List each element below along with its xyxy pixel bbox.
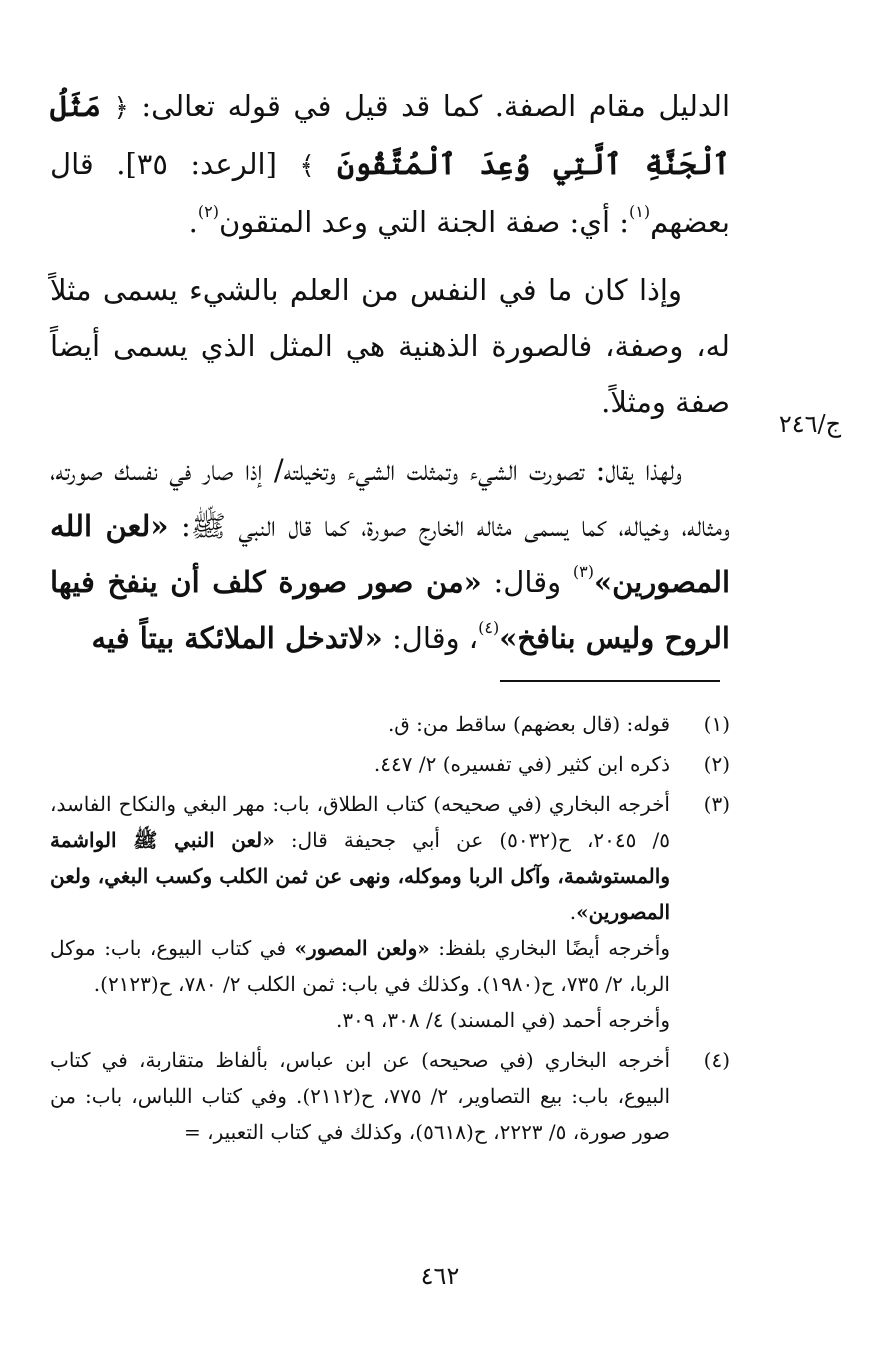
footnote-ref-3[interactable]: (٣) [572, 562, 594, 582]
footnote-number: (١) [703, 712, 730, 736]
hadith-quote-2: «من صور صورة كلف أن ينفخ فيها الروح وليس بنافخ» [50, 565, 730, 655]
quran-verse: مَثَلُ ٱلْجَنَّةِ ٱلَّتِي وُعِدَ ٱلْمُتَّقُونَ [50, 89, 731, 181]
fn3-text-a: أخرجه البخاري (في صحيحه) كتاب الطلاق، باب: مهر البغي والنكاح الفاسد، ٥/ ٢٠٤٥، ح(٥٠٣٢) عن أبي جحيفة قال: [50, 792, 670, 852]
paragraph-3 [50, 442, 730, 666]
fn3-hadith-text: «لعن النبي ﷺ الواشمة والمستوشمة، وآكل الربا وموكله، ونهى عن ثمن الكلب وكسب البغي، ولعن المصورين» [50, 828, 670, 924]
footnote-3-para-1 [50, 786, 670, 930]
p1-text-d: . [188, 205, 198, 239]
fn3-quote: «ولعن المصور» [294, 936, 430, 960]
footnote-number: (٣) [703, 792, 730, 816]
hadith-quote-3: «لاتدخل الملائكة بيتاً فيه [91, 621, 383, 655]
p3-text-a: ولهذا يقال: تصورت الشيء وتمثلت الشيء وتخيلته/ إذا صار في نفسك صورته، ومثاله، وخياله، كما يسمى مثاله الخارج صورة، كما قال النبي ﷺ: [50, 453, 731, 543]
footnote-text: قوله: (قال بعضهم) ساقط من: ق. [387, 712, 670, 736]
footnotes-section [50, 706, 730, 1154]
footnote-3-para-3: وأخرجه أحمد (في المسند) ٤/ ٣٠٨، ٣٠٩. [335, 1008, 670, 1032]
paragraph-1 [50, 78, 730, 250]
footnote-ref-1[interactable]: (١) [629, 202, 651, 222]
paragraph-2: وإذا كان ما في النفس من العلم بالشيء يسمى مثلاً له، وصفة، فالصورة الذهنية هي المثل الذي يسمى أيضاً صفة ومثلاً. [50, 273, 730, 419]
footnote-number: (٤) [703, 1048, 730, 1072]
hadith-quote-1: «لعن الله المصورين» [50, 509, 731, 599]
p3-text-c: وقال: [493, 565, 562, 599]
footnote-ref-4[interactable]: (٤) [478, 618, 500, 638]
footnote-2 [50, 746, 730, 782]
p1-text-b: [الرعد: ٣٥]. قال بعضهم [50, 147, 730, 239]
quran-open-bracket: ﴿ [113, 93, 129, 123]
fn3-text-c: . [569, 900, 577, 924]
footnote-3 [50, 786, 730, 1038]
margin-manuscript-ref: ج/٢٤٦ [778, 410, 842, 438]
fn3-text-f: في كتاب البيوع، باب: موكل الربا، ٢/ ٧٣٥، ح(١٩٨٠). وكذلك في باب: ثمن الكلب ٢/ ٧٨٠، ح(٢١٢٣). [50, 936, 670, 996]
footnote-text [50, 786, 670, 1038]
main-text [50, 78, 730, 678]
p1-text-a: الدليل مقام الصفة. كما قد قيل في قوله تعالى: [141, 89, 731, 123]
footnote-3-para-2 [50, 930, 670, 1002]
footnote-4 [50, 1042, 730, 1150]
footnote-number: (٢) [703, 752, 730, 776]
fn3-text-d: وأخرجه أيضًا البخاري بلفظ: [438, 936, 670, 960]
footnote-ref-2[interactable]: (٢) [197, 202, 219, 222]
footnote-separator [500, 680, 720, 682]
footnote-1 [50, 706, 730, 742]
quran-close-bracket: ﴾ [299, 151, 315, 181]
page-number: ٤٦٢ [420, 1262, 460, 1290]
footnote-text: أخرجه البخاري (في صحيحه) عن ابن عباس، بألفاظ متقاربة، في كتاب البيوع، باب: بيع التصاوير، ٢/ ٧٧٥، ح(٢١١٢). وفي كتاب اللباس، باب: من صور صورة، ٥/ ٢٢٢٣، ح(٥٦١٨)، وكذلك في كتاب التعبير، = [50, 1048, 671, 1144]
footnote-text: ذكره ابن كثير (في تفسيره) ٢/ ٤٤٧. [373, 752, 670, 776]
p3-text-e: ، وقال: [392, 621, 479, 655]
p1-text-c: : أي: صفة الجنة التي وعد المتقون [218, 205, 630, 239]
